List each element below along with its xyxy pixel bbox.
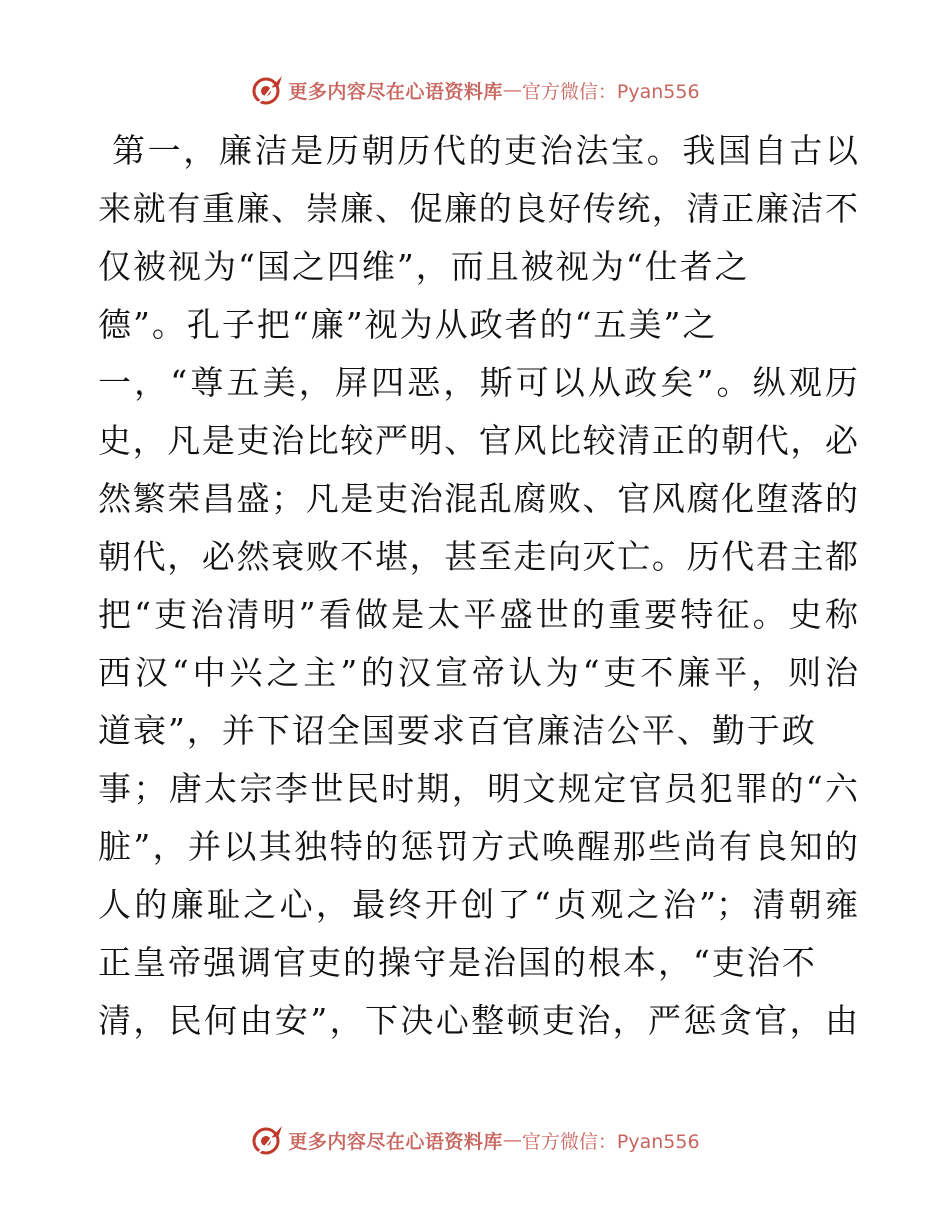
body-line: 正皇帝强调官吏的操守是治国的根本，“吏治不 [98,943,817,982]
body-line: 西汉“中兴之主”的汉宣帝认为“吏不廉平，则治 [98,653,858,692]
watermark-wechat: 官方微信：Pyan556 [521,1130,700,1153]
header-watermark [0,70,950,110]
body-line: 一，“尊五美，屏四恶，斯可以从政矣”。纵观历 [98,363,858,402]
quill-logo-icon [250,1123,284,1157]
body-line: 来就有重廉、崇廉、促廉的良好传统，清正廉洁不 [98,189,858,228]
watermark-wechat: 官方微信：Pyan556 [521,80,700,103]
body-line: 仅被视为“国之四维”，而且被视为“仕者之 [98,247,750,286]
body-line: 第一，廉洁是历朝历代的吏治法宝。我国自古以 [112,131,858,170]
body-line: 道衰”，并下诏全国要求百官廉洁公平、勤于政 [98,711,817,750]
watermark-separator: — [502,1129,522,1151]
body-line: 朝代，必然衰败不堪，甚至走向灭亡。历代君主都 [98,537,858,576]
footer-watermark [0,1120,950,1160]
document-body [98,122,858,1050]
body-line: 人的廉耻之心，最终开创了“贞观之治”；清朝雍 [98,885,858,924]
body-line: 清，民何由安”，下决心整顿吏治，严惩贪官，由 [98,1001,858,1040]
body-line: 脏”，并以其独特的惩罚方式唤醒那些尚有良知的 [98,827,858,866]
quill-logo-icon [250,73,284,107]
body-line: 德”。孔子把“廉”视为从政者的“五美”之 [98,305,718,344]
body-line: 事；唐太宗李世民时期，明文规定官员犯罪的“六 [98,769,858,808]
body-line: 史，凡是吏治比较严明、官风比较清正的朝代，必 [98,421,858,460]
watermark-separator: — [502,79,522,101]
watermark-title: 更多内容尽在心语资料库 [288,1130,503,1153]
body-line: 把“吏治清明”看做是太平盛世的重要特征。史称 [98,595,858,634]
watermark-title: 更多内容尽在心语资料库 [288,80,503,103]
body-line: 然繁荣昌盛；凡是吏治混乱腐败、官风腐化堕落的 [98,479,858,518]
